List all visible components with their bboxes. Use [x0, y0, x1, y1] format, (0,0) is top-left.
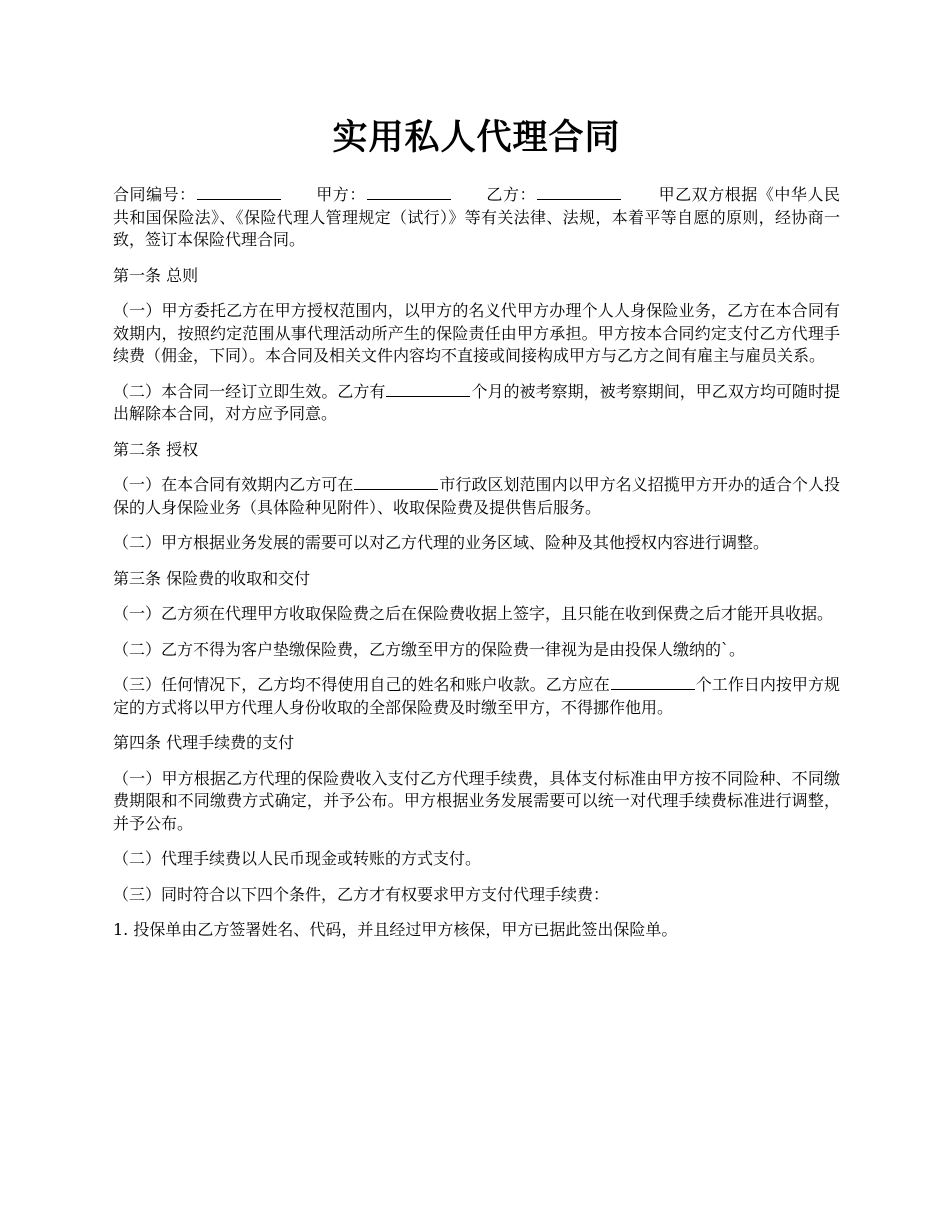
intro-paragraph — [113, 184, 840, 252]
clause-text: 个月的被考察期，被考察期间，甲乙双方均可随时提出解除本合同，对方应予同意。 — [113, 381, 840, 423]
article-1-clause-1: （一）甲方委托乙方在甲方授权范围内，以甲方的名义代甲方办理个人人身保险业务，乙方在本合同有效期内，按照约定范围从事代理活动所产生的保险责任由甲方承担。甲方按本合同约定支付乙方代理手续费（佣金，下同）。本合同及相关文件内容均不直接或间接构成甲方与乙方之间有雇主与雇员关系。 — [113, 301, 840, 365]
article-4-item-1: 1. 投保单由乙方签署姓名、代码，并且经过甲方核保，甲方已据此签出保险单。 — [113, 920, 678, 939]
document-title: 实用私人代理合同 — [332, 117, 621, 158]
clause-text: 市行政区划范围内以甲方名义招揽甲方开办的适合个人投保的人身保险业务（具体险种见附件）、收取保险费及提供售后服务。 — [113, 475, 840, 517]
clause-text: 个工作日内按甲方规定的方式将以甲方代理人身份收取的全部保险费及时缴至甲方，不得挪作他用。 — [113, 675, 840, 717]
clause-text: （二）本合同一经订立即生效。乙方有 — [113, 381, 386, 401]
clause-text: （三）任何情况下，乙方均不得使用自己的姓名和账户收款。乙方应在 — [113, 675, 610, 694]
party-a-label: 甲方： — [315, 185, 366, 204]
party-b-blank — [537, 185, 621, 200]
party-b-label: 乙方： — [485, 185, 537, 204]
working-days-blank — [611, 675, 695, 690]
article-4-clause-1: （一）甲方根据乙方代理的保险费收入支付乙方代理手续费，具体支付标准由甲方按不同险种、不同缴费期限和不同缴费方式确定，并予公布。甲方根据业务发展需要可以统一对代理手续费标准进行调整，并予公布。 — [113, 768, 840, 833]
party-a-blank — [367, 185, 451, 200]
article-4-heading: 第四条 代理手续费的支付 — [113, 733, 295, 752]
contract-no-label: 合同编号： — [113, 185, 196, 204]
article-1-clause-2 — [113, 381, 840, 426]
article-3-clause-1: （一）乙方须在代理甲方收取保险费之后在保险费收据上签字，且只能在收到保费之后才能开具收据。 — [113, 604, 834, 623]
article-2-clause-2: （二）甲方根据业务发展的需要可以对乙方代理的业务区域、险种及其他授权内容进行调整。 — [113, 533, 770, 552]
contract-no-blank — [197, 185, 281, 200]
intro-text: 甲乙双方根据《中华人民共和国保险法》、《保险代理人管理规定（试行）》等有关法律、法规，本着平等自愿的原则，经协商一致，签订本保险代理合同。 — [113, 185, 840, 249]
article-4-clause-3: （三）同时符合以下四个条件，乙方才有权要求甲方支付代理手续费： — [113, 884, 610, 904]
article-3-clause-3 — [113, 674, 840, 719]
probation-months-blank — [386, 382, 470, 397]
article-2-heading: 第二条 授权 — [113, 439, 199, 459]
city-blank — [354, 475, 438, 490]
article-2-clause-1 — [113, 474, 840, 519]
article-4-clause-2: （二）代理手续费以人民币现金或转账的方式支付。 — [113, 849, 482, 868]
article-3-clause-2: （二）乙方不得为客户垫缴保险费，乙方缴至甲方的保险费一律视为是由投保人缴纳的`。 — [113, 639, 746, 659]
contract-page — [113, 0, 840, 942]
clause-text: （一）在本合同有效期内乙方可在 — [113, 475, 354, 494]
article-1-heading: 第一条 总则 — [113, 265, 199, 285]
article-3-heading: 第三条 保险费的收取和交付 — [113, 568, 311, 588]
